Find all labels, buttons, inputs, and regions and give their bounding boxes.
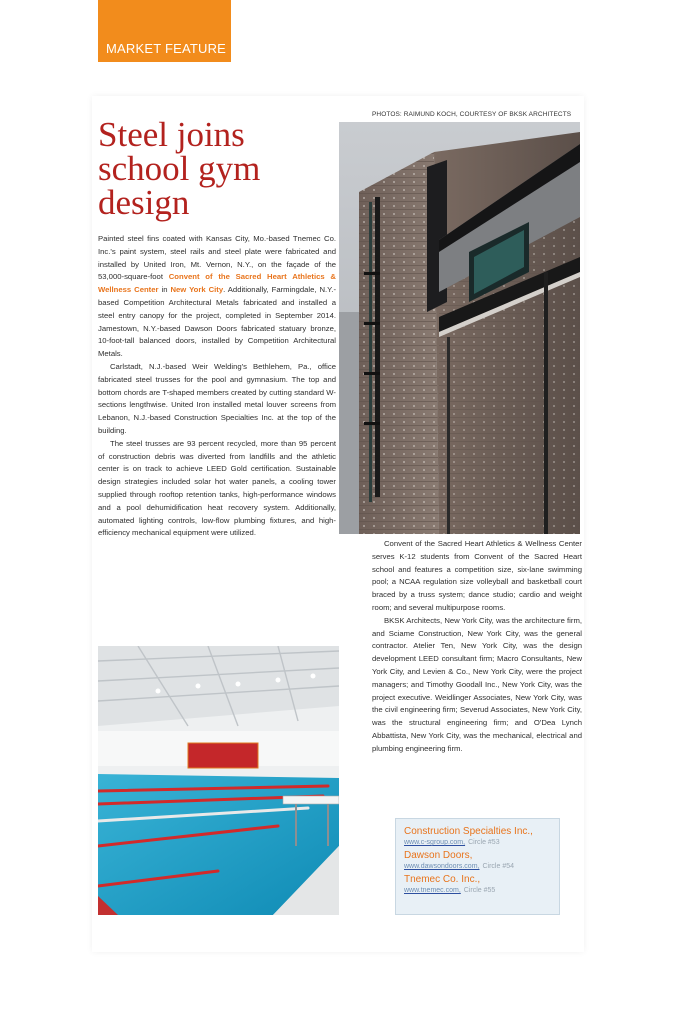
resource-circle-number: Circle #55	[463, 887, 496, 894]
resource-circle-number: Circle #54	[482, 863, 514, 870]
resource-url-link[interactable]: www.c-sgroup.com,	[404, 839, 466, 846]
left-paragraph-2: Carlstadt, N.J.-based Weir Welding's Bethlehem, Pa., office fabricated steel trusses for the pool and gymnasium. The top and bottom chords are T-shaped members created by cutting standard W-sections lengthwise. United Iron installed metal louver screens from Lebanon, N.J.-based Construction Specialties Inc. at the top of the building.	[98, 361, 336, 435]
resource-item	[404, 825, 551, 848]
right-text-column	[372, 538, 582, 756]
pool-interior-photo	[98, 646, 339, 915]
resource-link-line	[404, 862, 551, 872]
resource-circle-number: Circle #53	[468, 839, 500, 846]
resource-link-line	[404, 886, 551, 896]
resource-box	[395, 818, 560, 915]
city-highlight: New York City	[170, 285, 224, 295]
resource-company-name: Tnemec Co. Inc.,	[404, 874, 481, 885]
resource-company-name: Dawson Doors,	[404, 850, 473, 861]
section-tag	[98, 0, 231, 62]
article-headline: Steel joins school gym design	[98, 115, 261, 222]
resource-url-link[interactable]: www.tnemec.com,	[404, 887, 461, 894]
p1-text-in: in	[158, 285, 171, 295]
resource-link-line	[404, 838, 551, 848]
project-name-highlight: Convent of the Sacred Heart Athletics & Wellness Center	[98, 272, 336, 295]
right-paragraph-1: Convent of the Sacred Heart Athletics & Wellness Center serves K-12 students from Convent of the Sacred Heart school and features a competition size, six-lane swimming pool; a NCAA regulation size volleyball and basketball court braced by a truss system; dance studio; cardio and weight room; and several multipurpose rooms.	[372, 539, 582, 612]
photo-credit: PHOTOS: RAIMUND KOCH, COURTESY OF BKSK ARCHITECTS	[372, 111, 572, 118]
right-paragraph-2: BKSK Architects, New York City, was the architecture firm, and Sciame Construction, New York City, was the general contractor. Atelier Ten, New York City, was the design development LEED consultant firm; Macro Consultants, New York City, and Levien & Co., New York City, were the project managers; and Timothy Goodall Inc., New York City, was the project executive. Weidlinger Associates, New York City, was the civil engineering firm; Severud Associates, New York City, was the structural engineering firm; and O'Dea Lynch Abbattista, New York City, was the mechanical, electrical and plumbing engineering firm.	[372, 615, 582, 753]
section-tag-label: MARKET FEATURE	[106, 41, 227, 56]
left-text-column	[98, 233, 336, 540]
p1-text-end: . Additionally, Farmingdale, N.Y.-based Competition Architectural Metals fabricated and installed a steel entry canopy for the project, completed in September 2014. Jamestown, N.Y.-based Dawson Doors fabricated statuary bronze, 10-foot-tall balanced doors, installed by Competition Architectural Metals.	[98, 285, 336, 359]
building-facade-photo	[339, 122, 580, 534]
p1-text-start: Painted steel fins coated with Kansas City, Mo.-based Tnemec Co. Inc.'s paint system, steel rails and steel plate were fabricated and installed by United Iron, Mt. Vernon, N.Y., on the façade of the 53,000-square-foot	[98, 234, 336, 282]
resource-url-link[interactable]: www.dawsondoors.com,	[404, 863, 480, 870]
resource-item	[404, 849, 551, 872]
resource-company-name: Construction Specialties Inc.,	[404, 826, 533, 837]
left-paragraph-3: The steel trusses are 93 percent recycled, more than 95 percent of construction debris was diverted from landfills and the athletic center is on track to achieve LEED Gold certification. Sustainable design strategies included solar hot water panels, a cooling tower supplied through rooftop retention tanks, high-performance windows and a pool dehumidification heat recovery system. Additionally, automated lighting controls, low-flow plumbing fixtures, and high-efficiency mechanical equipment were utilized.	[98, 438, 336, 538]
left-paragraph-1	[98, 233, 336, 361]
resource-item	[404, 873, 551, 896]
